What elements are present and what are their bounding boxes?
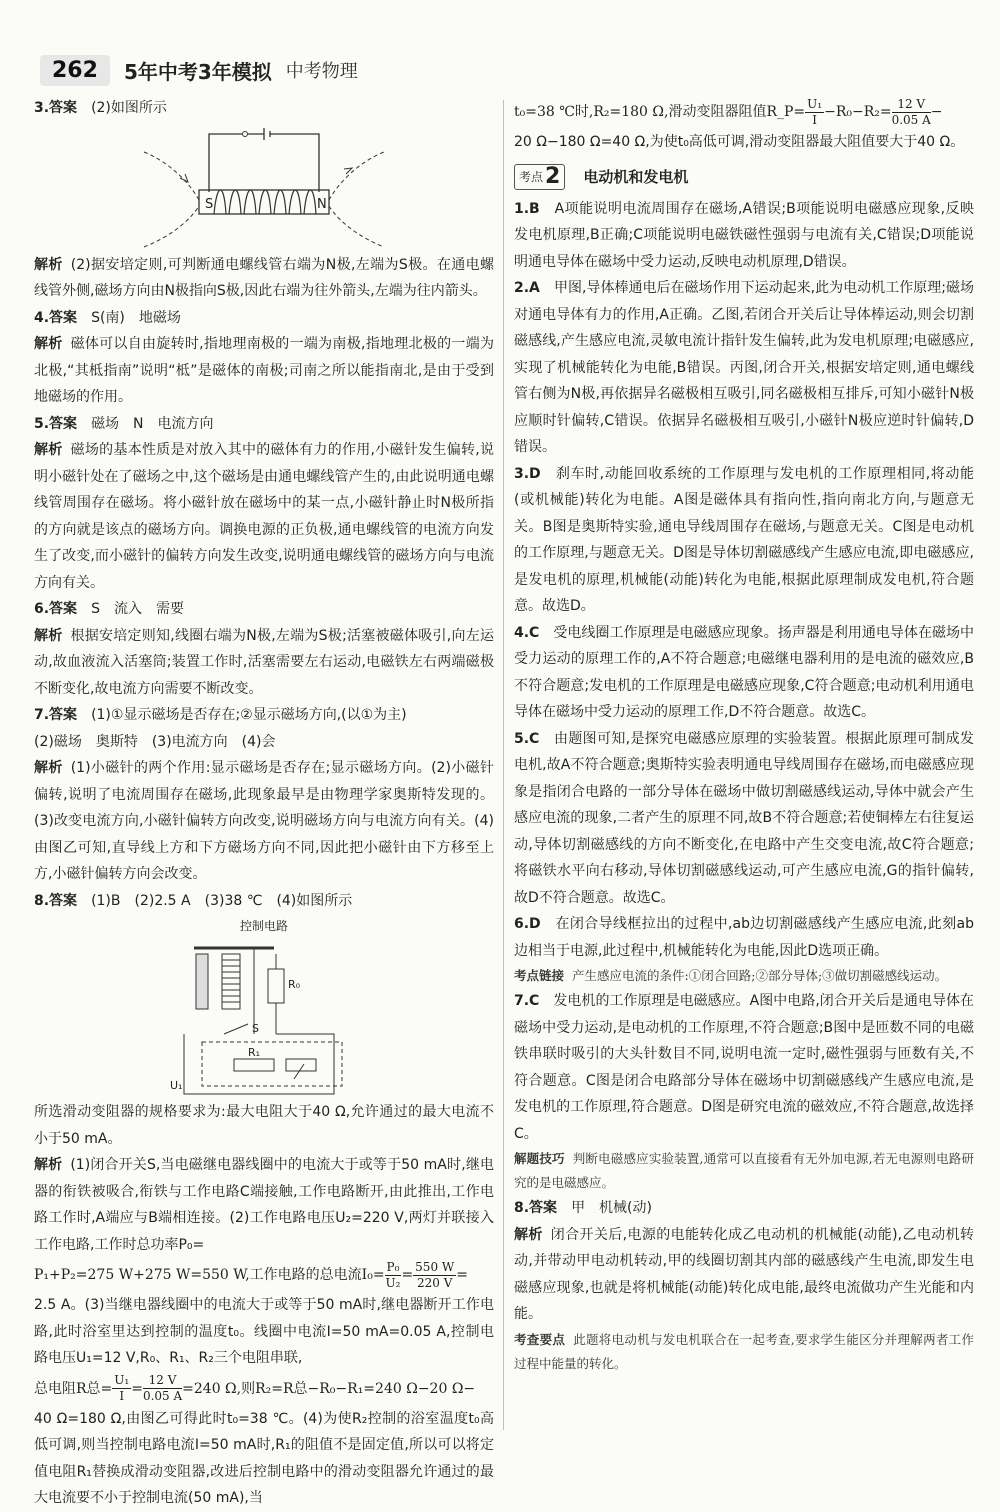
q7-answer-2: (2)磁场 奥斯特 (3)电流方向 (4)会 [34, 733, 276, 750]
page-header [40, 50, 358, 90]
r1-label: R₁ [248, 1046, 261, 1059]
solenoid-figure [34, 122, 494, 252]
q5-analysis: 解析 磁场的基本性质是对放入其中的磁体有力的作用,小磁针发生偏转,说明小磁针处在了磁场之中,这个磁场是由通电螺线管产生的,由此说明通电螺线管周围存在磁场。将小磁针放在磁场中的某一点,小磁针静止时N极所指的方向就是该点的磁场方向。调换电源的正负极,通电螺线管的电流方向发生了改变,而小磁针的偏转方向发生改变,说明通电螺线管的磁场方向与电流方向有关。 [34, 442, 495, 591]
q5-answer: 5.答案 磁场 N 电流方向 [34, 415, 214, 432]
right-column [514, 95, 974, 1376]
q8-text: 所选滑动变阻器的规格要求为:最大电阻大于40 Ω,允许通过的最大电流不小于50 mA。 [34, 1104, 494, 1147]
kaodian-box: 考点 2 [514, 164, 565, 190]
r-q2: 2.A 甲图,导体棒通电后在磁场作用下运动起来,此为电动机工作原理;磁场对通电导体有力的作用,A正确。乙图,若闭合开关后让导体棒运动,则会切割磁感线,产生感应电流,灵敏电流计指针发生偏转,此为发电机原理;电磁感应,实现了机械能转化为电能,B错误。丙图,闭合开关,根据安培定则,通电螺线管右侧为N极,再依据异名磁极相互吸引,同名磁极相互排斥,可知小磁针N极应顺时针偏转,C错误。依据异名磁极相互吸引,小磁针N极应逆时针偏转,D错误。 [514, 280, 974, 455]
page-number: 262 [40, 55, 110, 86]
rp-conclusion: 20 Ω−180 Ω=40 Ω,为使t₀高低可调,滑动变阻器最大阻值要大于40 Ω。 [514, 134, 965, 150]
r-q5: 5.C 由题图可知,是探究电磁感应原理的实验装置。根据此原理可制成发电机,故A不符合题意;奥斯特实验表明通电导线周围存在磁场,而电磁感应现象是指闭合电路的一部分导体在磁场中做切割磁感线运动,导体中就会产生感应电流的现象,二者产生的原理不同,故B不符合题意;若使铜棒左右往复运动,导体切割磁感线的方向不断变化,在电路中产生交变电流,故C符合题意;将磁铁水平向右移动,导体切割磁感线运动,可产生感应电流,G的指针偏转,故D不符合题意。故选C。 [514, 730, 975, 906]
q7-analysis: 解析 (1)小磁针的两个作用:显示磁场是否存在;显示磁场方向。(2)小磁针偏转,说明了电流周围存在磁场,此现象最早是由物理学家奥斯特发现的。(3)改变电流方向,小磁针偏转方向改变,说明磁场方向与电流方向有关。(4)由图乙可知,直导线上方和下方磁场方向不同,因此把小磁针由下方移至上方,小磁针偏转方向会改变。 [34, 760, 494, 882]
q7-answer: 7.答案 (1)①显示磁场是否存在;②显示磁场方向,(以①为主) [34, 707, 407, 723]
r-q8-analysis: 解析 闭合开关后,电源的电能转化成乙电动机的机械能(动能),乙电动机转动,并带动甲电动机转动,甲的线圈切割其内部的磁感线产生电流,即发生电磁感应现象,也就是将机械能(动能)转化成电能,最终电流做功产生光能和内能。 [514, 1226, 974, 1322]
switch-label: S [252, 1022, 259, 1035]
book-series-title: 5年中考3年模拟 [123, 59, 272, 84]
r-q6: 6.D 在闭合导线框拉出的过程中,ab边切割磁感线产生感应电流,此刻ab边相当于电源,此过程中,机械能转化为电能,因此D选项正确。 [514, 916, 974, 959]
section-title: 电动机和发电机 [583, 168, 689, 186]
q8-resistance-equation: 总电阻R总= $\frac{\text{U₁}}{I}$ = $\frac{12 V}{0.05 A}$ =240 Ω,则R₂=R总−R₀−R₁=240 Ω−20 Ω− [34, 1373, 476, 1403]
solving-tip-note: 解题技巧 判断电磁感应实验装置,通常可以直接看有无外加电源,若无电源则电路研究的是电磁感应。 [514, 1151, 974, 1190]
control-circuit-title: 控制电路 [239, 919, 289, 933]
control-circuit-diagram [164, 914, 364, 1099]
q8-analysis-2: 2.5 A。(3)当继电器线圈中的电流大于或等于50 mA时,继电器断开工作电路,此时浴室里达到控制的温度t₀。线圈中电流I=50 mA=0.05 A,控制电路电压U₁=12 V,R₀、R₁、R₂三个电阻串联, [34, 1297, 494, 1366]
q3-analysis: 解析 (2)据安培定则,可判断通电螺线管右端为N极,左端为S极。在通电螺线管外侧,磁场方向由N极指向S极,因此右端为往外箭头,左端为往内箭头。 [34, 256, 495, 299]
solenoid-diagram [114, 122, 414, 252]
q4-analysis: 解析 磁体可以自由旋转时,指地理南极的一端为南极,指地理北极的一端为北极,“其柢指南”说明“柢”是磁体的南极;司南之所以能指南北,是由于受到地磁场的作用。 [34, 336, 495, 405]
r-q4: 4.C 受电线圈工作原理是电磁感应现象。扬声器是利用通电导体在磁场中受力运动的原理工作的,A不符合题意;电磁继电器利用的是电流的磁效应,B不符合题意;发电机的工作原理是电磁感应现象,C符合题意;电动机利用通电导体在磁场中受力运动的原理工作,D不符合题意。故选C。 [514, 624, 975, 720]
rp-equation: t₀=38 ℃时,R₂=180 Ω,滑动变阻器阻值R_P= $\frac{\text{U₁}}{I}$ −R₀−R₂= $\frac{12 V}{0.05 A}$ − [514, 96, 943, 127]
q8-analysis-1: 解析 (1)闭合开关S,当电磁继电器线圈中的电流大于或等于50 mA时,继电器的衔铁被吸合,衔铁与工作电路C端接触,工作电路断开,由此推出,工作电路工作时,A端应与B端相连接。(2)工作电路电压U₂=220 V,两灯并联接入工作电路,工作时总功率P₀= [34, 1157, 494, 1253]
r-q3: 3.D 刹车时,动能回收系统的工作原理与发电机的工作原理相同,将动能(或机械能)转化为电能。A图是磁体具有指向性,指向南北方向,与题意无关。B图是奥斯特实验,通电导线周围存在磁场,与题意无关。C图是电动机的工作原理,与题意无关。D图是导体切割磁感线产生感应电流,即电磁感应,是发电机的原理,机械能(动能)转化为电能,根据此原理制成发电机,符合题意。故选D。 [514, 465, 974, 614]
u1-label: U₁ [170, 1079, 183, 1092]
r-q1: 1.B A项能说明电流周围存在磁场,A错误;B项能说明电磁感应现象,反映发电机原理,B正确;C项能说明电磁铁磁性强弱与电流有关,C错误;D项能说明通电导体在磁场中受力运动,反映电动机原理,D错误。 [514, 200, 975, 270]
section-header-kaodian-2 [514, 162, 974, 192]
left-column [34, 95, 494, 1512]
q6-analysis: 解析 根据安培定则知,线圈右端为N极,左端为S极;活塞被磁体吸引,向左运动,故血液流入活塞筒;装置工作时,活塞需要左右运动,电磁铁左右两端磁极不断变化,故电流方向需要不断改变。 [34, 627, 494, 697]
r-q7: 7.C 发电机的工作原理是电磁感应。A图中电路,闭合开关后是通电导体在磁场中受力运动,是电动机的工作原理,不符合题意;B图中是匝数不同的电磁铁串联时吸引的大头针数目不同,说明电流一定时,磁性强弱与匝数有关,不符合题意。C图是闭合电路部分导体在磁场中切割磁感线产生感应电流,是发电机的工作原理,符合题意。D图是研究电流的磁效应,不符合题意,故选择C。 [514, 993, 975, 1142]
q8-analysis-3: 40 Ω=180 Ω,由图乙可得此时t₀=38 ℃。(4)为使R₂控制的浴室温度t₀高低可调,则当控制电路电流I=50 mA时,R₁的阻值不是固定值,所以可以将定值电阻R₁替换成滑动变阻器,改进后控制电路中的滑动变阻器允许通过的最大电流要不小于控制电流(50 mA),当 [34, 1410, 494, 1506]
kaodian-link-note: 考点链接 产生感应电流的条件:①闭合回路;②部分导体;③做切割磁感线运动。 [514, 968, 948, 983]
q8-answer: 8.答案 (1)B (2)2.5 A (3)38 ℃ (4)如图所示 [34, 892, 353, 909]
subject-title: 中考物理 [285, 61, 358, 82]
q8-current-equation: P₁+P₂=275 W+275 W=550 W,工作电路的总电流I₀= $\frac{\text{P₀}}{\text{U₂}}$ = $\frac{550 W}{220 V}$ = [34, 1259, 468, 1290]
n-pole-label: N [317, 196, 327, 212]
q6-answer: 6.答案 S 流入 需要 [34, 601, 184, 617]
r-q8-answer: 8.答案 甲 机械(动) [514, 1200, 652, 1216]
exam-point-note: 考查要点 此题将电动机与发电机联合在一起考查,要求学生能区分并理解两者工作过程中能量的转化。 [514, 1331, 974, 1371]
s-pole-label: S [205, 196, 214, 212]
r0-label: R₀ [288, 978, 301, 991]
column-divider [503, 100, 504, 1430]
q3-answer: 3.答案 (2)如图所示 [34, 100, 167, 116]
control-circuit-figure [34, 914, 494, 1099]
q4-answer: 4.答案 S(南) 地磁场 [34, 309, 181, 326]
